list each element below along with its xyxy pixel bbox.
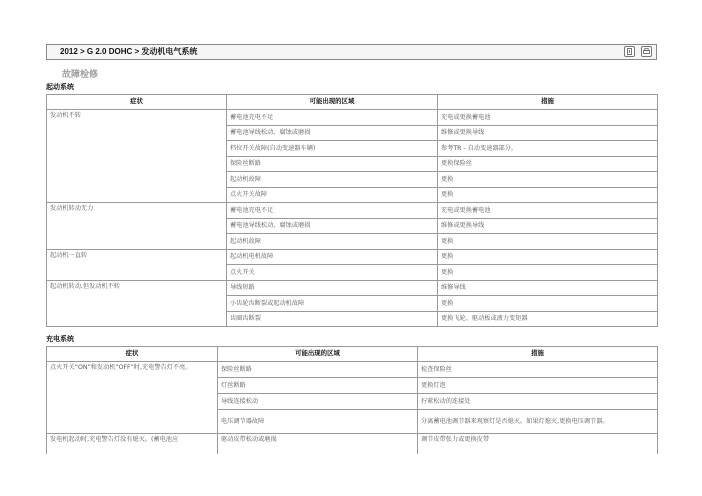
action-cell: 维修导线: [438, 280, 658, 296]
col-symptom: 症状: [47, 347, 218, 362]
printer-icon[interactable]: [641, 46, 652, 57]
action-cell: 更换: [438, 249, 658, 265]
action-cell: 更换: [438, 265, 658, 281]
action-cell: 拧紧松动的连接处: [418, 394, 658, 410]
action-cell: 更换灯泡: [418, 378, 658, 394]
page-bottom-edge: [0, 454, 702, 496]
area-cell: 驱动皮带松动或磨损: [218, 434, 418, 456]
symptom-cell: 点火开关“ON”和发动机“OFF”时,充电警告灯不亮。: [47, 362, 218, 434]
action-cell: 更换: [438, 234, 658, 250]
starting-system-table: [46, 94, 658, 327]
col-action: 措施: [438, 95, 658, 110]
symptom-cell: 发动机不转: [47, 110, 227, 203]
area-cell: 导线短路: [227, 280, 438, 296]
action-cell: 更换飞轮、驱动板或液力变矩器: [438, 311, 658, 327]
area-cell: 电压调节器故障: [218, 410, 418, 434]
action-cell: 更换: [438, 187, 658, 203]
breadcrumb: 2012 > G 2.0 DOHC > 发动机电气系统: [60, 47, 198, 56]
action-cell: 充电或更换蓄电池: [438, 203, 658, 219]
area-cell: 起动机故障: [227, 234, 438, 250]
symptom-cell: 发动机转动无力: [47, 203, 227, 250]
action-cell: 检查保险丝: [418, 362, 658, 378]
action-cell: 更换: [438, 296, 658, 312]
area-cell: 小齿轮齿断裂或起动机故障: [227, 296, 438, 312]
charging-system-table: [46, 346, 658, 456]
area-cell: 导线连接松动: [218, 394, 418, 410]
col-symptom: 症状: [47, 95, 227, 110]
col-action: 措施: [418, 347, 658, 362]
page-title: 故障检修: [62, 70, 99, 80]
area-cell: 蓄电池导线松动、腐蚀或磨损: [227, 218, 438, 234]
action-cell: 更换保险丝: [438, 156, 658, 172]
area-cell: 保险丝断路: [227, 156, 438, 172]
area-cell: 档位开关故障(自动变速器车辆): [227, 141, 438, 157]
symptom-cell: 起动机一直转: [47, 249, 227, 280]
area-cell: 点火开关故障: [227, 187, 438, 203]
symptom-cell: 起动机转动,但发动机不转: [47, 280, 227, 327]
area-cell: 保险丝断路: [218, 362, 418, 378]
action-cell: 维修或更换导线: [438, 125, 658, 141]
symptom-cell: 发电机起动时,充电警告灯没有熄灭。(蓄电池应: [47, 434, 218, 456]
action-cell: 分离蓄电池调节器来观察灯是否熄灭。如果灯熄灭,更换电压调节器。: [418, 410, 658, 434]
area-cell: 点火开关: [227, 265, 438, 281]
area-cell: 起动机故障: [227, 172, 438, 188]
action-cell: 维修或更换导线: [438, 218, 658, 234]
col-area: 可能出现的区域: [218, 347, 418, 362]
starting-system-title: 起动系统: [46, 83, 74, 91]
area-cell: 齿圈齿断裂: [227, 311, 438, 327]
col-area: 可能出现的区域: [227, 95, 438, 110]
area-cell: 起动机电机故障: [227, 249, 438, 265]
action-cell: 调节皮带张力或更换皮带: [418, 434, 658, 456]
action-cell: 更换: [438, 172, 658, 188]
breadcrumb-bar: [46, 44, 657, 60]
area-cell: 蓄电池充电不足: [227, 110, 438, 126]
document-info-icon[interactable]: [624, 46, 635, 57]
area-cell: 蓄电池充电不足: [227, 203, 438, 219]
action-cell: 参考TR - 自动变速器部分。: [438, 141, 658, 157]
area-cell: 蓄电池导线松动、腐蚀或磨损: [227, 125, 438, 141]
action-cell: 充电或更换蓄电池: [438, 110, 658, 126]
area-cell: 灯丝断路: [218, 378, 418, 394]
charging-system-title: 充电系统: [46, 335, 74, 343]
